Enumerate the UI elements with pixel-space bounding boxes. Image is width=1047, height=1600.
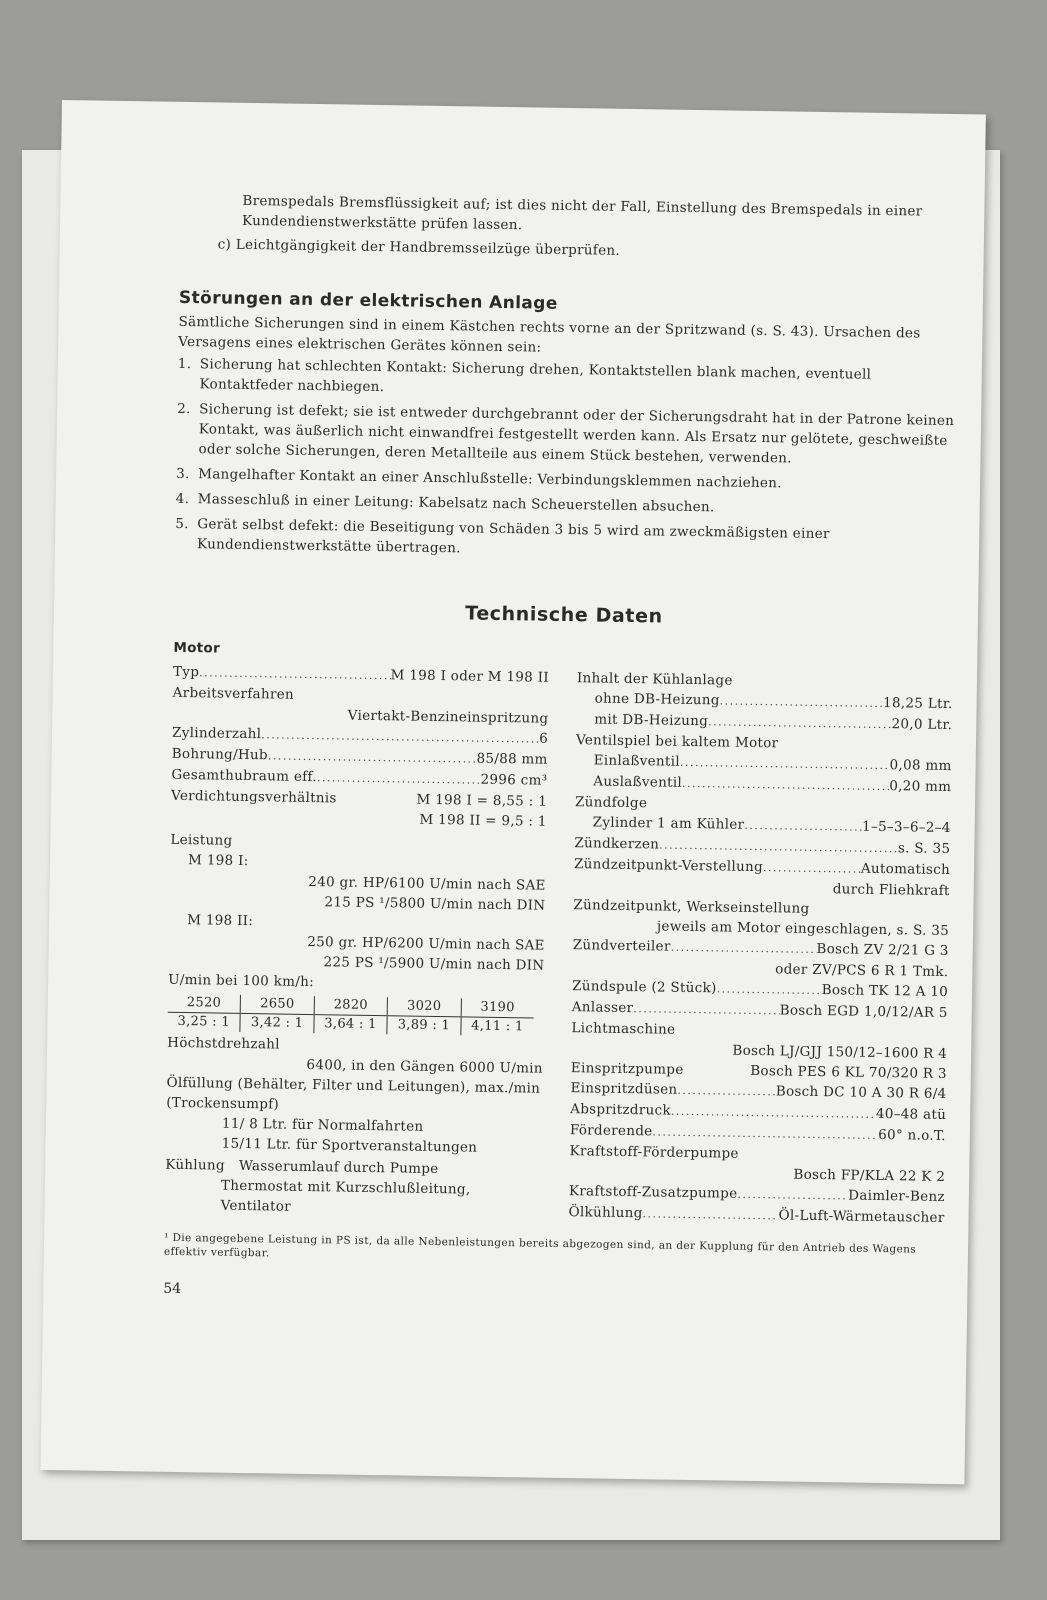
spec-spule: Zündspule (2 Stück) . . . Bosch TK 12 A 10 <box>572 976 948 1003</box>
tech-left-column <box>164 638 549 1223</box>
page-number: 54 <box>163 1280 182 1298</box>
table-row: 2520 2650 2820 3020 3190 <box>168 994 534 1018</box>
spec-oelk: Ölkühlung . . . Öl-Luft-Wärmetauscher <box>568 1202 944 1229</box>
electrical-heading: Störungen an der elektrischen Anlage <box>178 287 558 314</box>
spec-kfp-value: Bosch FP/KLA 22 K 2 <box>793 1166 946 1186</box>
spec-abspritz: Abspritzdruck . . . 40–48 atü <box>570 1099 946 1126</box>
spec-oel-value1: 11/ 8 Ltr. für Normalfahrten <box>221 1115 424 1135</box>
spec-anlasser: Anlasser . . . Bosch EGD 1,0/12/AR 5 <box>572 997 948 1024</box>
intro-item-c: c) Leichtgängigkeit der Handbremsseilzüge überprüfen. <box>217 236 621 259</box>
spec-leistung-label: Leistung <box>170 831 233 849</box>
table-row: 3,25 : 1 3,42 : 1 3,64 : 1 3,89 : 1 4,11 : 1 <box>167 1012 533 1036</box>
footnote: ¹ Die angegebene Leistung in PS ist, da alle Nebenleistungen bereits abgezogen sind, an der Kupplung für den Antrieb des Wagens effektiv verfügbar. <box>163 1231 917 1260</box>
spec-kuehlanlage-label: Inhalt der Kühlanlage <box>576 670 733 689</box>
spec-kzp: Kraftstoff-Zusatzpumpe . . . Daimler-Benz <box>569 1181 945 1208</box>
spec-werkseinstellung-label: Zündzeitpunkt, Werkseinstellung <box>573 897 810 917</box>
spec-rpm-label: U/min bei 100 km/h: <box>168 971 315 991</box>
spec-ventilspiel-label: Ventilspiel bei kaltem Motor <box>575 732 779 752</box>
page-content <box>163 190 960 1309</box>
spec-eduesen: Einspritzdüsen . . . Bosch DC 10 A 30 R 6/4 <box>570 1078 946 1105</box>
spec-auslass: Auslaßventil . . . 0,20 mm <box>575 771 951 798</box>
spec-oel-label: Ölfüllung (Behälter, Filter und Leitungen), max./min (Trockensumpf) <box>166 1074 541 1113</box>
spec-verdichtung-2: M 198 II = 9,5 : 1 <box>419 811 547 830</box>
spec-m198ii-line1: 250 gr. HP/6200 U/min nach SAE <box>307 933 545 954</box>
spec-oel-value2: 15/11 Ltr. für Sportveranstaltungen <box>221 1135 478 1156</box>
spec-m198ii-line2: 225 PS ¹/5900 U/min nach DIN <box>323 954 545 974</box>
list-item: 4. Masseschluß in einer Leitung: Kabelsatz nach Scheuerstellen absuchen. <box>175 490 715 516</box>
spec-hoechst-value: 6400, in den Gängen 6000 U/min <box>306 1056 543 1077</box>
spec-epumpe: Einspritzpumpe Bosch PES 6 KL 70/320 R 3 <box>570 1060 947 1083</box>
tech-heading: Technische Daten <box>465 602 663 628</box>
book-page <box>40 100 985 1484</box>
tech-right-column <box>568 644 953 1229</box>
spec-verdichtung: Verdichtungsverhältnis M 198 I = 8,55 : 1 <box>170 787 548 810</box>
spec-kuehlung-3: Ventilator <box>220 1197 292 1215</box>
motor-heading: Motor <box>173 639 221 657</box>
spec-verstellung: Zündzeitpunkt-Verstellung . . . Automatisch <box>574 854 950 881</box>
spec-bohrung: Bohrung/Hub . . . 85/88 mm <box>172 744 548 771</box>
list-item: 3. Mangelhafter Kontakt an einer Anschlußstelle: Verbindungsklemmen nachziehen. <box>176 465 782 492</box>
spec-m198ii-label: M 198 II: <box>187 912 254 930</box>
electrical-intro: Sämtliche Sicherungen sind in einem Kästchen rechts vorne an der Spritzwand (s. S. 43). Ursachen des Versagens eines elektrischen Gerätes können sein: <box>178 313 921 356</box>
electrical-list <box>175 354 958 566</box>
spec-zuendfolge-label: Zündfolge <box>574 794 648 812</box>
spec-verteiler-2: oder ZV/PCS 6 R 1 Tmk. <box>775 961 949 981</box>
spec-einlass: Einlaßventil . . . 0,08 mm <box>576 750 952 777</box>
spec-kuehlung-2: Thermostat mit Kurzschlußleitung, <box>220 1177 471 1198</box>
spec-hoechst-label: Höchstdrehzahl <box>167 1034 280 1053</box>
spec-hubraum: Gesamthubraum eff. . . . 2996 cm³ <box>171 765 547 792</box>
list-item: 1. Sicherung hat schlechten Kontakt: Sicherung drehen, Kontaktstellen blank machen, eventuell Kontaktfeder nachbiegen. <box>177 355 872 396</box>
spec-verstellung-2: durch Fliehkraft <box>832 881 950 900</box>
spec-ohne-db: ohne DB-Heizung . . . 18,25 Ltr. <box>576 688 952 715</box>
spec-verteiler: Zündverteiler . . . Bosch ZV 2/21 G 3 <box>573 935 949 962</box>
list-item: 2. Sicherung ist defekt; sie ist entweder durchgebrannt oder der Sicherungsdraht hat in der Patrone keinen Kontakt, was äußerlich nicht einwandfrei festgestellt werden kann. Als Ersatz nur gelötete, geschweißte oder solche Sicherungen, deren Metallteile aus einem Stück bestehen, verwenden. <box>177 400 955 467</box>
spec-zuendkerzen: Zündkerzen . . . s. S. 35 <box>574 833 950 860</box>
spec-licht-label: Lichtmaschine <box>571 1020 676 1038</box>
list-item: 5. Gerät selbst defekt: die Beseitigung von Schäden 3 bis 5 wird am zweckmäßigsten einer Kundendienstwerkstätte übertragen. <box>175 515 830 557</box>
spec-werkseinstellung-value: jeweils am Motor eingeschlagen, s. S. 35 <box>656 918 950 940</box>
spec-zylinder1: Zylinder 1 am Kühler . . . 1–5–3–6–2–4 <box>575 812 951 839</box>
spec-zylinderzahl: Zylinderzahl . . . 6 <box>172 723 548 750</box>
spec-kuehlung: Kühlung Wasserumlauf durch Pumpe <box>165 1156 439 1178</box>
spec-m198i-label: M 198 I: <box>187 852 249 870</box>
spec-arbeitsverfahren-value: Viertakt-Benzineinspritzung <box>347 707 549 727</box>
rpm-table <box>167 994 534 1037</box>
spec-licht-value: Bosch LJ/GJJ 150/12–1600 R 4 <box>732 1042 948 1063</box>
tech-columns <box>164 638 953 1229</box>
spec-kfp-label: Kraftstoff-Förderpumpe <box>569 1143 739 1162</box>
spec-mit-db: mit DB-Heizung . . . 20,0 Ltr. <box>576 709 952 736</box>
spec-typ: Typ . . . M 198 I oder M 198 II <box>173 662 549 689</box>
spec-m198i-line2: 215 PS ¹/5800 U/min nach DIN <box>324 894 546 914</box>
spec-foerder: Förderende . . . 60° n.o.T. <box>570 1120 946 1147</box>
spec-arbeitsverfahren-label: Arbeitsverfahren <box>172 684 295 703</box>
spec-m198i-line1: 240 gr. HP/6100 U/min nach SAE <box>308 873 546 894</box>
intro-paragraph: Bremspedals Bremsflüssigkeit auf; ist dies nicht der Fall, Einstellung des Bremspedals in einer Kundendienstwerkstätte prüfen lassen. <box>241 192 923 234</box>
